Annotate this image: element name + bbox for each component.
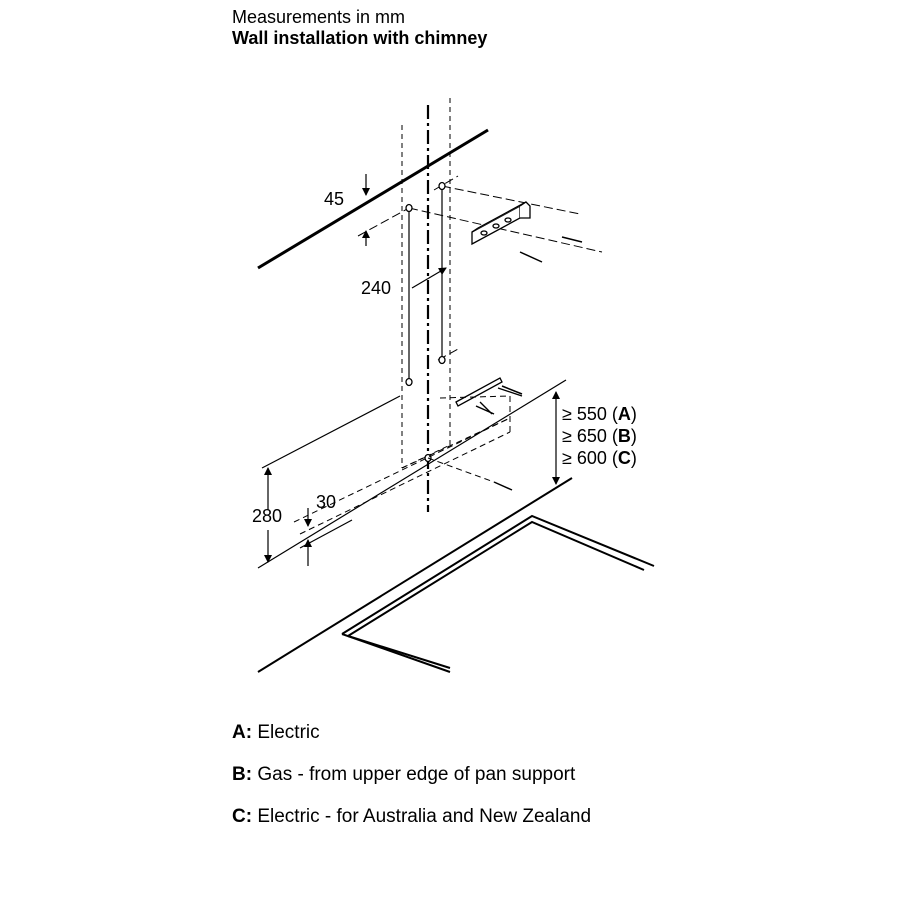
clearance-b — [562, 426, 637, 446]
upper-bracket-guides — [358, 176, 602, 360]
clearance-c — [562, 448, 637, 468]
clearance-a — [562, 404, 637, 424]
legend-item-c — [232, 806, 591, 828]
ceiling-line — [258, 130, 488, 268]
clearance-b-key: B — [617, 426, 631, 446]
dimension-arrows — [268, 174, 556, 566]
clearance-a-key: A — [617, 404, 631, 424]
diagram-subtitle: Wall installation with chimney — [232, 28, 488, 48]
clearance-c-close: ) — [630, 448, 637, 468]
dim-240: 240 — [361, 278, 392, 298]
clearance-a-close: ) — [630, 404, 637, 424]
legend-key: C: — [232, 806, 253, 827]
hood-extension-lines — [258, 380, 566, 568]
clearance-b-prefix: ≥ 650 ( — [562, 426, 618, 446]
legend-key: A: — [232, 722, 253, 743]
dim-45: 45 — [324, 189, 345, 209]
diagram-title: Measurements in mm — [232, 7, 406, 27]
hood-bracket — [456, 378, 522, 414]
clearance-c-key: C — [617, 448, 631, 468]
legend-key: B: — [232, 764, 253, 785]
legend-text: Electric — [257, 722, 320, 743]
clearance-c-prefix: ≥ 600 ( — [562, 448, 618, 468]
drill-holes — [406, 183, 445, 462]
legend-item-b — [232, 764, 575, 786]
lower-screws — [476, 386, 522, 490]
clearance-b-close: ) — [630, 426, 637, 446]
legend-item-a — [232, 722, 320, 744]
legend-text: Gas - from upper edge of pan support — [257, 764, 576, 785]
dim-280: 280 — [252, 506, 283, 526]
clearance-a-prefix: ≥ 550 ( — [562, 404, 618, 424]
chimney-bracket — [472, 202, 530, 244]
legend-text: Electric - for Australia and New Zealand — [257, 806, 592, 827]
dim-30: 30 — [316, 492, 337, 512]
hole-alignment-lines — [409, 190, 442, 378]
